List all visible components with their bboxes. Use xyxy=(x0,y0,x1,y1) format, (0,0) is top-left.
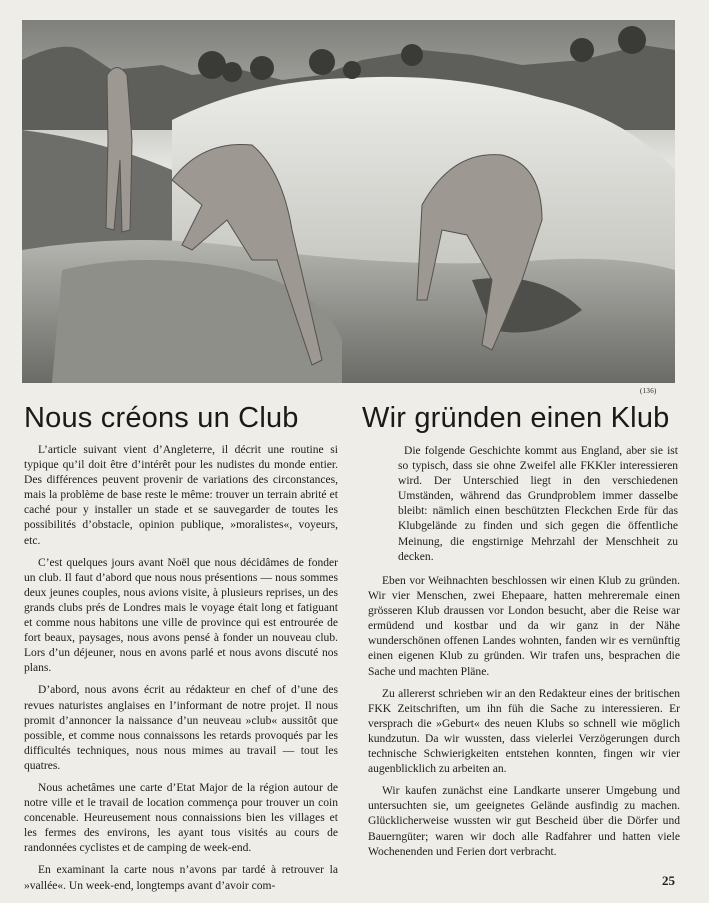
article-body-fr xyxy=(24,443,338,894)
article-body-de xyxy=(368,574,680,860)
title-de: Wir gründen einen Klub xyxy=(362,402,670,434)
paragraph-fr-2: C’est quelques jours avant Noël que nous décidâmes de fonder un club. Il faut d’abord que nous nous présentions — nous sommes deux jeunes couples, nous avions visite, à plusieurs reprises, un des grands clubs prés de Londres mais le voyage était long et fatiguant et comme nous habitons une ville de province qui est entrourée de fort beaux, paysages, nous avons pensé à fonder un nouveau club. Lors d’un déjeuner, nous en avons parlé et nous avons discuté nos plans. xyxy=(24,556,338,675)
paragraph-fr-1: L’article suivant vient d’Angleterre, il décrit une routine si typique qu’il doit être d’intérêt pour les nudistes du monde entier. Des différences peuvent provenir de variations des circonstances, mais la problème de base reste le même: trouver un terrain abrité et caché pour y installer un stade et se sauvegarder de toutes les possibilités d’obstacle, opinion publique, »moralistes«, voyeurs, etc. xyxy=(24,444,338,547)
paragraph-fr-3: D’abord, nous avons écrit au rédakteur en chef of d’une des revues naturistes anglaises en l’informant de notre projet. Il nous promit d’annoncer la naissance d’un neuveau »club« aussitôt que possible, et comme nous connaissons les retards provoqués par les difficultés techniques, nous nous mimes au travail — tout les quatres. xyxy=(24,684,338,772)
photo-illustration xyxy=(22,20,675,383)
intro-de: Die folgende Geschichte kommt aus England, aber sie ist so typisch, dass sie ohne Zweifel alle FKKler interessieren wird. Der Unterschied liegt in den verschiedenen Umständen, während das Grundproblem immer dasselbe bleibt: nämlich einen beschützten Fleckchen Erde für das Klubgelände zu finden und sich gegen die öffentliche Meinung, die engstirnige Mehrzahl der Menschheit zu decken. xyxy=(398,445,678,563)
page-number: 25 xyxy=(662,873,675,888)
article-intro-de xyxy=(398,444,678,565)
photo-caption-number: (136) xyxy=(640,387,657,395)
paragraph-de-3: Wir kaufen zunächst eine Landkarte unserer Umgebung und untersuchten sie, um geeignetes Gelände ausfindig zu machen. Glücklicherweise wussten wir gut Bescheid über die Dörfer und Bauerngüter; waren wir doch alle Radfahrer und hatten viele Wochenenden und Ferien dort verbracht. xyxy=(368,785,680,858)
paragraph-fr-4: Nous achetâmes une carte d’Etat Major de la région autour de notre ville et le travail de location commença pour trouver un coin concenable. Heureusement nous connaissions bien les villages et les fermes des environs, les ayant tous visités au cours de randonnées cyclistes et de camping de week-end. xyxy=(24,781,338,855)
paragraph-fr-5: En examinant la carte nous n’avons par tardé à retrouver la »vallée«. Un week-end, longtemps avant d’avoir com- xyxy=(24,864,338,892)
title-fr: Nous créons un Club xyxy=(24,402,299,434)
paragraph-de-2: Zu allererst schrieben wir an den Redakteur eines der britischen FKK Zeitschriften, um ihn füh die Sache zu interessieren. Er versprach die »Geburt« des neuen Klubs so schnell wie möglich kundzutun. Da wir wussten, dass vielerlei Verzögerungen durch technische Schwierigkeiten entstehen konnten, fingen wir vier augenblicklich zu arbeiten an. xyxy=(368,687,680,776)
article-photo xyxy=(22,20,675,383)
paragraph-de-1: Eben vor Weihnachten beschlossen wir einen Klub zu gründen. Wir vier Menschen, zwei Ehepaare, hatten mehreremale einen grösseren Klub draussen vor London besucht, aber die Reise war ermüdend und kostbar und da wir ganz in der Nähe wunderschönen offenen Landes wohnten, fanden wir es vernünftig einen eigenen Klub zu gründen. Wir trafen uns, besprachen die Sache und machten Pläne. xyxy=(368,575,680,678)
